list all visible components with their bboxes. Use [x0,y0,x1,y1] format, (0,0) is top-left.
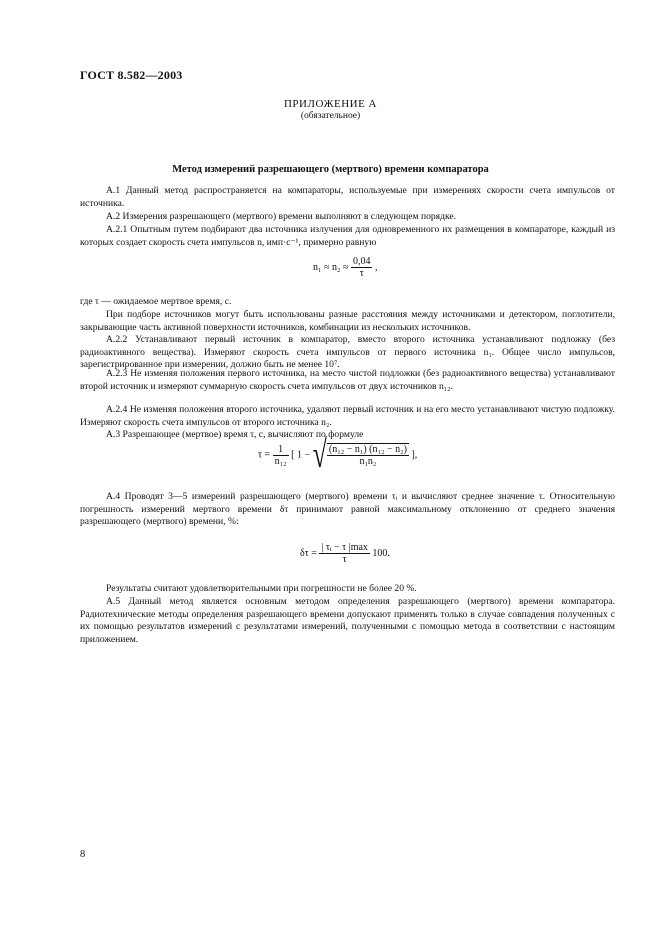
formula-2-open-bracket: [ 1 − [291,449,311,461]
formula-2-inner-numerator: (n₁₂ − n₁) (n₁₂ − n₂) [328,444,407,455]
formula-3-denominator: τ [342,554,347,565]
paragraph-a21: А.2.1 Опытным путем подбирают два источника излучения для одновременного их размещения в компараторе, каждый из которых создает скорость счета импульсов n, имп·с⁻¹, примерно равную [80,224,615,248]
formula-dead-time [258,432,418,476]
formula-2-fraction [273,444,289,467]
paragraph-a23: А.2.3 Не изменяя положения первого источника, на место чистой подложки (без радиоактивного вещества) устанавливают второй источник и измеряют суммарную скорость счета импульсов от двух источников n₁₂. [80,368,615,392]
square-root-icon: √ [312,432,327,476]
section-title: Метод измерений разрешающего (мертвого) времени компаратора [172,164,489,175]
formula-2-radicand [327,443,409,467]
doc-code-header: ГОСТ 8.582—2003 [80,68,183,82]
formula-3-fraction [319,542,370,565]
paragraph-a1: А.1 Данный метод распространяется на компараторы, используемые при измерениях скорости счета импульсов от источника. [80,185,615,209]
paragraph-a3: А.3 Разрешающее (мертвое) время τ, с, вычисляют по формуле [106,429,364,440]
appendix-subtitle: (обязательное) [300,111,361,121]
paragraph-tau-definition: где τ — ожидаемое мертвое время, с. [80,296,232,307]
formula-3-tail: 100. [372,547,390,559]
paragraph-a5: А.5 Данный метод является основным методом определения разрешающего (мертвого) времени компаратора. Радиотехнические методы определения разрешающего времени допускают применять только в случае совпадения полученных с их помощью результатов измерений с результатами измерений, полученными с помощью метода в соответствии с настоящим приложением. [80,596,615,645]
formula-2-denominator: n₁₂ [274,455,287,467]
formula-1-denominator: τ [359,268,364,279]
formula-2-close-bracket: ], [411,449,418,461]
formula-relative-error [300,542,390,565]
appendix-title: ПРИЛОЖЕНИЕ А [283,98,377,110]
paragraph-a2: А.2 Измерения разрешающего (мертвого) времени выполняют в следующем порядке. [106,211,457,222]
paragraph-a24: А.2.4 Не изменяя положения второго источника, удаляют первый источник и на его место устанавливают чистую подложку. Измеряют скорость счета импульсов от второго источника n₂. [80,404,615,428]
paragraph-source-selection: При подборе источников могут быть использованы разные расстояния между источниками и детектором, поглотители, закрывающие часть активной поверхности источников, комбинации из нескольких источников. [80,309,615,333]
formula-1-tail: , [374,261,378,273]
formula-2-inner-denominator: n₁n₂ [359,456,377,467]
formula-3-lhs: δτ = [300,547,317,559]
paragraph-a22: А.2.2 Устанавливают первый источник в компаратор, вместо второго источника устанавливают подложку (без радиоактивного вещества). Измеряют скорость счета импульсов от первого источника n₁. Общее число импульсов, зарегистрированное при измерении, должно быть не менее 10⁷. [80,334,615,371]
formula-2-numerator: 1 [273,444,289,456]
formula-2-lhs: τ = [258,449,271,461]
formula-count-rate [313,256,377,279]
paragraph-a4: А.4 Проводят 3—5 измерений разрешающего (мертвого) времени τᵢ и вычисляют среднее значение τ. Относительную погрешность измерений мертвого времени δτ принимают равной максимальному отклонению от среднего значения разрешающего (мертвого) времени, %: [80,491,615,528]
page-number: 8 [80,849,86,860]
formula-3-numerator: | τᵢ − τ |max [321,542,368,553]
formula-2-inner-fraction [327,444,409,467]
paragraph-result: Результаты считают удовлетворительными при погрешности не более 20 %. [106,583,417,594]
formula-1-numerator: 0,04 [352,256,371,267]
formula-1-fraction [351,256,373,279]
formula-1-lhs: n₁ ≈ n₂ ≈ [313,261,349,273]
